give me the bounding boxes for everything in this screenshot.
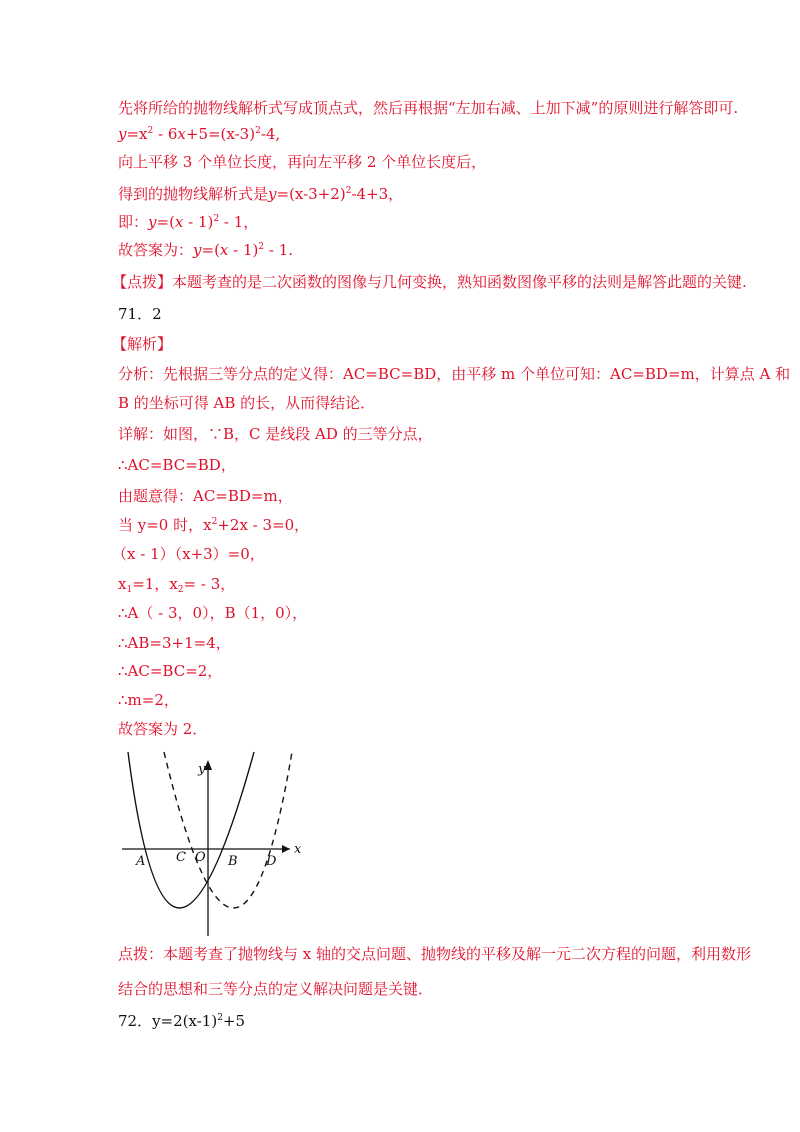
eq-part: +5 <box>222 1012 246 1030</box>
subscript: 1 <box>126 585 133 595</box>
var-x: x <box>219 241 229 259</box>
exp: 2 <box>213 214 220 224</box>
eq-part: +2x - 3=0， <box>217 516 310 534</box>
vertex-form-equation <box>118 124 280 144</box>
var-x: x <box>177 125 186 143</box>
method-text: 先将所给的抛物线解析式写成顶点式，然后再根据“左加右减、上加下减”的原则进行解答即可. <box>118 99 739 117</box>
answer-text: 故答案为 2． <box>118 720 208 738</box>
eq-part: - 1. <box>264 241 294 259</box>
answer-equation <box>118 240 293 260</box>
eq-part: -4, <box>260 125 281 143</box>
var-x: x <box>118 575 127 593</box>
eq-part: =(x-3+2) <box>276 185 346 203</box>
solid-parabola <box>128 752 254 908</box>
var-y: y <box>148 213 157 231</box>
solution-step <box>118 574 235 594</box>
label-y: y <box>198 762 206 777</box>
solution-step: ∴A（ - 3，0），B（1，0）， <box>118 604 308 622</box>
eq-part: =( <box>156 213 175 231</box>
solution-step <box>118 515 309 535</box>
eq-part: =( <box>201 241 220 259</box>
x-axis-arrow <box>282 845 290 853</box>
solution-step: ∴AC=BC=BD， <box>118 456 236 474</box>
label-C: C <box>176 850 186 865</box>
label-x: x <box>294 842 302 857</box>
eq-part: =1，x <box>132 575 178 593</box>
eq-part: - 1) <box>183 213 214 231</box>
var-y: y <box>268 185 277 203</box>
dianbo-note: 结合的思想和三等分点的定义解决问题是关键． <box>118 980 434 998</box>
dashed-parabola <box>164 752 292 908</box>
result-equation <box>118 184 403 204</box>
dianbo-note: 【点拨】本题考查的是二次函数的图像与几何变换，熟知函数图像平移的法则是解答此题的关键. <box>112 273 747 291</box>
label-B: B <box>228 854 238 869</box>
subscript: 2 <box>177 585 184 595</box>
problem-number-72 <box>118 1011 245 1031</box>
parabola-figure <box>118 748 308 938</box>
eq-part: -4+3， <box>351 185 404 203</box>
eq-part: - 6 <box>153 125 178 143</box>
eq-part: 当 y=0 时，x <box>118 516 212 534</box>
label-A: A <box>136 854 146 869</box>
eq-part: 得到的抛物线解析式是 <box>118 185 269 203</box>
analysis-text: B 的坐标可得 AB 的长，从而得结论． <box>118 394 376 412</box>
analysis-text: 分析：先根据三等分点的定义得：AC=BC=BD，由平移 m 个单位可知：AC=BD=m，计算点 A 和 <box>118 365 791 383</box>
jiexi-heading: 【解析】 <box>112 335 173 353</box>
eq-part: - 1， <box>219 213 259 231</box>
solution-step: ∴AB=3+1=4， <box>118 634 231 652</box>
var-y: y <box>118 125 127 143</box>
problem-number-71: 71．2 <box>118 305 162 323</box>
exp: 2 <box>217 1013 223 1023</box>
solution-step: ∴m=2， <box>118 691 179 709</box>
label-O: O <box>195 850 206 865</box>
simplified-equation <box>118 212 258 232</box>
eq-part: 72．y=2(x-1) <box>118 1012 218 1030</box>
exp: 2 <box>211 517 218 527</box>
eq-part: 即： <box>118 213 149 231</box>
detail-text: 详解：如图，∵B，C 是线段 AD 的三等分点， <box>118 425 433 443</box>
var-y: y <box>193 241 202 259</box>
var-x: x <box>174 213 184 231</box>
shift-text: 向上平移 3 个单位长度，再向左平移 2 个单位长度后， <box>118 153 487 171</box>
exp: 2 <box>258 242 265 252</box>
exp: 2 <box>255 126 261 136</box>
label-D: D <box>266 854 277 869</box>
solution-step: ∴AC=BC=2， <box>118 662 223 680</box>
eq-part: 故答案为： <box>118 241 194 259</box>
solution-step: 由题意得：AC=BD=m， <box>118 487 293 505</box>
eq-part: +5=(x-3) <box>185 125 256 143</box>
eq-part: = - 3， <box>183 575 236 593</box>
exp: 2 <box>345 186 352 196</box>
solution-step: （x - 1）（x+3）=0， <box>112 545 265 563</box>
eq-part: - 1) <box>228 241 259 259</box>
exp: 2 <box>147 126 154 136</box>
eq-part: =x <box>126 125 148 143</box>
dianbo-note: 点拨：本题考查了抛物线与 x 轴的交点问题、抛物线的平移及解一元二次方程的问题，利用数形 <box>118 945 751 963</box>
